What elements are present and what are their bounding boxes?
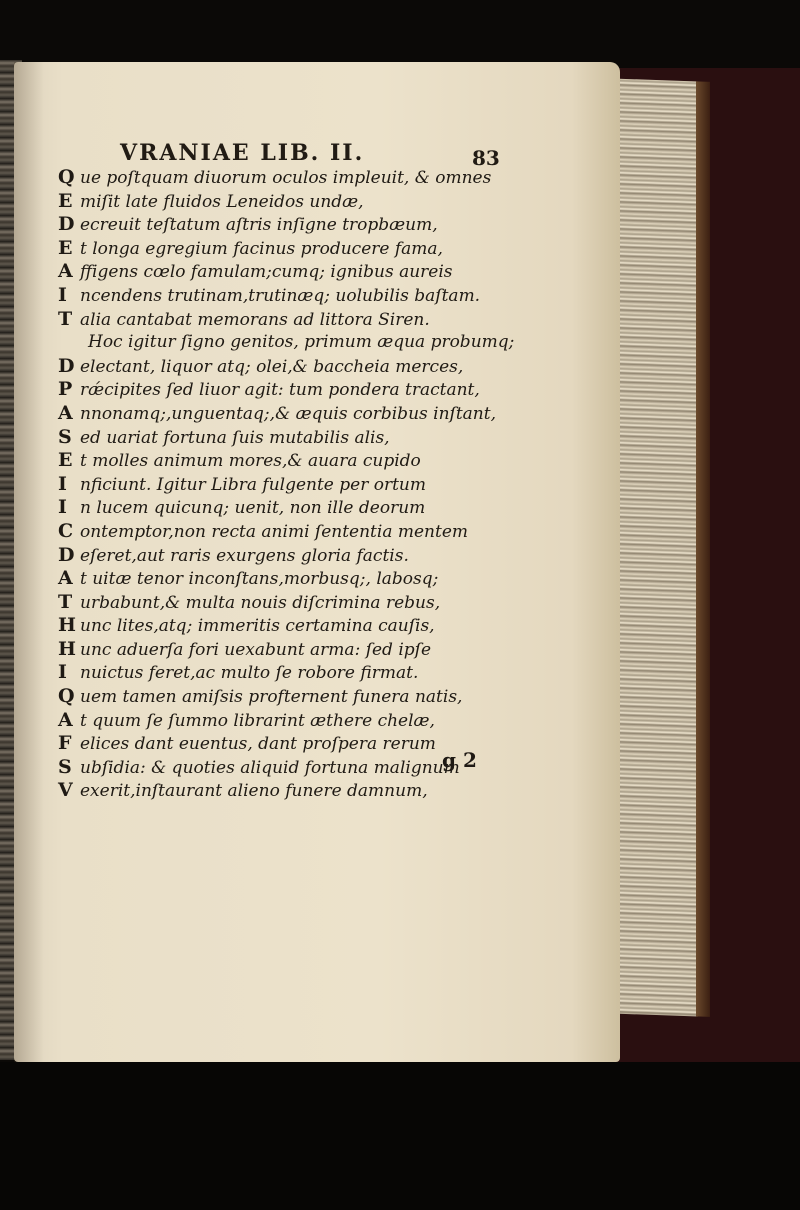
verse-line — [58, 567, 588, 591]
verse-initial: Q — [58, 685, 75, 708]
verse-line — [58, 591, 588, 615]
verse-text: nnonamq;,unguentaq;,& æquis corbibus inſtant, — [80, 403, 496, 424]
verse-text: ncendens trutinam,trutinæq; uolubilis baſtam. — [80, 285, 481, 306]
verse-initial: S — [58, 755, 72, 778]
verse-text: n lucem quicunq; uenit, non ille deorum — [80, 498, 426, 519]
verse-initial: A — [58, 401, 73, 424]
verse-line — [58, 779, 588, 803]
verse-line — [58, 638, 588, 662]
verse-text: Hoc igitur ſigno genitos, primum æqua probumq; — [88, 332, 515, 353]
verse-initial: H — [58, 614, 76, 637]
verse-text: t longa egregium facinus producere fama, — [80, 238, 443, 259]
verse-line — [58, 661, 588, 685]
verse-line — [58, 378, 588, 402]
verse-line — [58, 685, 588, 709]
verse-initial: D — [58, 543, 75, 566]
verse-initial: E — [58, 449, 73, 472]
verse-initial: A — [58, 708, 73, 731]
poem-text — [58, 166, 588, 803]
verse-initial: H — [58, 637, 76, 660]
verse-line — [58, 355, 588, 379]
verse-text: unc lites,atq; immeritis certamina cauſis, — [80, 616, 435, 637]
verse-line — [58, 544, 588, 568]
verse-line — [58, 756, 588, 780]
verse-line — [58, 166, 588, 190]
verse-text: eſeret,aut raris exurgens gloria factis. — [80, 545, 409, 566]
verse-initial: I — [58, 472, 67, 495]
page-gutter-shadow — [14, 62, 44, 1062]
verse-line — [58, 496, 588, 520]
verse-initial: A — [58, 260, 73, 283]
signature-mark: g 2 — [442, 748, 477, 772]
verse-line — [58, 308, 588, 332]
verse-line — [58, 426, 588, 450]
verse-text: uem tamen amiſsis profternent funera natis, — [80, 687, 463, 708]
verse-text: nuictus feret,ac multo ſe robore firmat. — [80, 663, 419, 684]
verse-initial: P — [58, 378, 73, 401]
verse-text: ontemptor,non recta animi ſententia mentem — [80, 521, 468, 542]
verse-initial: T — [58, 590, 73, 613]
verse-initial: D — [58, 354, 75, 377]
verse-line — [58, 213, 588, 237]
verse-text: unc aduerſa fori uexabunt arma: ſed ipſe — [80, 639, 432, 660]
verse-text: alia cantabat memorans ad littora Siren. — [80, 309, 430, 330]
verse-line — [58, 520, 588, 544]
verse-text: nficiunt. Igitur Libra fulgente per ortum — [80, 474, 427, 495]
verse-initial: E — [58, 189, 73, 212]
verse-text: elices dant euentus, dant proſpera rerum — [80, 734, 436, 755]
verse-line — [58, 237, 588, 261]
verse-text: exerit,inſtaurant alieno funere damnum, — [80, 781, 428, 802]
verse-initial: S — [58, 425, 72, 448]
verse-text: urbabunt,& multa nouis diſcrimina rebus, — [80, 592, 441, 613]
running-head: VRANIAE LIB. II. — [120, 140, 365, 166]
verse-initial: I — [58, 283, 67, 306]
page-number: 83 — [472, 146, 500, 170]
verse-text: ed uariat fortuna ſuis mutabilis alis, — [80, 427, 390, 448]
verse-initial: T — [58, 307, 73, 330]
verse-text: ecreuit teſtatum aſtris inſigne tropbæum, — [80, 215, 438, 236]
verse-line — [58, 260, 588, 284]
verse-text: ubſidia: & quoties aliquid fortuna malignum — [80, 757, 460, 778]
verse-initial: I — [58, 661, 67, 684]
verse-text: rǽcipites ſed liuor agit: tum pondera tractant, — [80, 380, 480, 401]
verse-line — [58, 614, 588, 638]
verse-line — [58, 284, 588, 308]
verse-line — [58, 709, 588, 733]
verse-initial: F — [58, 732, 72, 755]
verse-text: ffigens cœlo famulam;cumq; ignibus aureis — [80, 262, 453, 283]
verse-line — [58, 473, 588, 497]
verse-initial: E — [58, 236, 73, 259]
verse-initial: Q — [58, 166, 75, 188]
verse-text: t molles animum mores,& auara cupido — [80, 451, 421, 472]
verse-line — [58, 190, 588, 214]
verse-line — [58, 402, 588, 426]
dark-background — [0, 1062, 800, 1210]
verse-line — [58, 732, 588, 756]
verse-text: t quum ſe ſummo librarint æthere chelæ, — [80, 710, 435, 731]
verse-text: t uitæ tenor inconſtans,morbusq;, labosq; — [80, 569, 439, 590]
verse-text: miſit late fluidos Leneidos undæ, — [80, 191, 364, 212]
verse-line — [58, 331, 588, 355]
verse-initial: V — [58, 779, 73, 802]
verse-initial: C — [58, 519, 74, 542]
verse-initial: A — [58, 567, 73, 590]
verse-text: electant, liquor atq; olei,& baccheia merces, — [80, 356, 464, 377]
verse-line — [58, 449, 588, 473]
right-page-edges — [612, 78, 698, 1016]
verse-initial: I — [58, 496, 67, 519]
verse-text: ue poſtquam diuorum oculos impleuit, & omnes — [80, 168, 492, 188]
verse-initial: D — [58, 213, 75, 236]
